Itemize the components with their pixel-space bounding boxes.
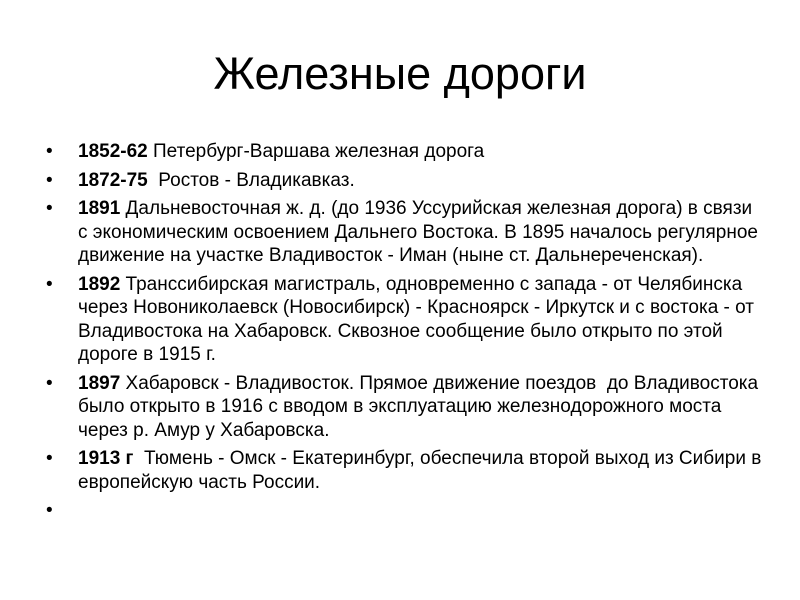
bullet-item-1897 bbox=[46, 372, 766, 443]
bullet-icon: • bbox=[46, 198, 53, 219]
bullet-item-1892 bbox=[46, 273, 766, 367]
slide-title: Железные дороги bbox=[213, 48, 587, 99]
bullet-text: Хабаровск - Владивосток. Прямое движение поездов до Владивостока было открыто в 1916 с вводом в эксплуатацию железнодорожного моста через р. Амур у Хабаровска. bbox=[78, 372, 764, 441]
bullet-icon: • bbox=[46, 273, 53, 295]
bullet-text: Дальневосточная ж. д. (до 1936 Уссурийская железная дорога) в связи с экономическим освоением Дальнего Востока. В 1895 началось регулярное движение на участке Владивосток - Иман (ныне ст. Дальнереченская). bbox=[78, 198, 758, 266]
bullet-item-empty bbox=[46, 499, 766, 523]
bullet-year: 1913 г bbox=[78, 448, 134, 469]
bullet-year: 1891 bbox=[78, 198, 121, 219]
bullet-icon: • bbox=[46, 372, 53, 394]
bullet-year: 1897 bbox=[78, 372, 121, 394]
bullet-icon: • bbox=[46, 141, 53, 162]
bullet-icon: • bbox=[46, 169, 53, 191]
bullet-item-1872 bbox=[46, 169, 766, 193]
bullet-icon: • bbox=[46, 500, 53, 521]
bullet-text: Петербург-Варшава железная дорога bbox=[147, 141, 485, 162]
bullet-item-1913 bbox=[46, 447, 766, 494]
bullet-year: 1852-62 bbox=[78, 141, 148, 162]
bullet-text: Тюмень - Омск - Екатеринбург, обеспечила второй выход из Сибири в европейскую часть России. bbox=[78, 448, 767, 493]
bullet-year: 1892 bbox=[78, 273, 121, 295]
bullet-text: Ростов - Владикавказ. bbox=[147, 169, 355, 191]
bullet-text: Транссибирская магистраль, одновременно с запада - от Челябинска через Новониколаевск (Новосибирск) - Красноярск - Иркутск и с востока - от Владивостока на Хабаровск. Сквозное сообщение было открыто по этой дороге в 1915 г. bbox=[78, 273, 754, 365]
bullet-year: 1872-75 bbox=[78, 169, 148, 191]
bullet-item-1891 bbox=[46, 197, 766, 268]
bullet-icon: • bbox=[46, 448, 53, 469]
bullet-list bbox=[46, 140, 766, 528]
bullet-item-1852 bbox=[46, 140, 766, 164]
